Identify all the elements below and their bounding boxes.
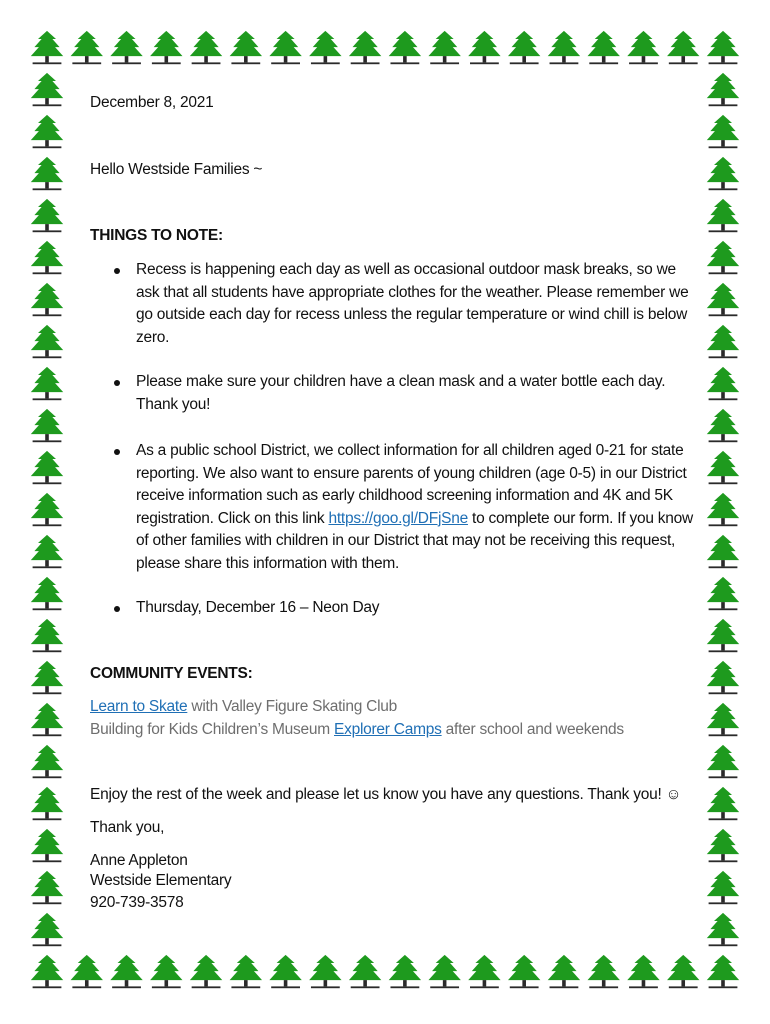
christmas-tree-icon	[468, 31, 500, 64]
christmas-tree-icon	[707, 955, 739, 988]
christmas-tree-icon	[31, 661, 63, 694]
bullet-line: Recess is happening each day as well as occasional outdoor mask breaks, so we	[136, 261, 676, 278]
christmas-tree-icon	[707, 829, 739, 862]
christmas-tree-icon	[707, 913, 739, 946]
christmas-tree-icon	[707, 325, 739, 358]
christmas-tree-icon	[548, 31, 580, 64]
christmas-tree-icon	[548, 955, 580, 988]
christmas-tree-icon	[707, 31, 739, 64]
christmas-tree-icon	[707, 745, 739, 778]
signature-school: Westside Elementary	[90, 872, 232, 889]
christmas-tree-icon	[667, 31, 699, 64]
link-line-before: registration. Click on this link	[136, 509, 329, 527]
christmas-tree-icon	[150, 31, 182, 64]
letter-date: December 8, 2021	[90, 94, 214, 111]
christmas-tree-icon	[31, 73, 63, 106]
christmas-tree-icon	[707, 493, 739, 526]
community-events-heading: COMMUNITY EVENTS:	[90, 665, 253, 682]
christmas-tree-icon	[707, 661, 739, 694]
christmas-tree-icon	[31, 955, 63, 988]
christmas-tree-icon	[150, 955, 182, 988]
bullet-point-icon	[114, 268, 120, 274]
signature-name: Anne Appleton	[90, 852, 188, 869]
christmas-tree-icon	[707, 535, 739, 568]
things-to-note-heading: THINGS TO NOTE:	[90, 227, 223, 244]
bullet-line: reporting. We also want to ensure parents of young children (age 0-5) in our District	[136, 464, 687, 482]
greeting: Hello Westside Families ~	[90, 161, 263, 178]
christmas-tree-icon	[667, 955, 699, 988]
bullet-line: please share this information with them.	[136, 554, 400, 572]
bullet-line: Thank you!	[136, 395, 211, 413]
event-learn-to-skate	[90, 696, 397, 719]
christmas-tree-icon	[309, 955, 341, 988]
bullet-line: Please make sure your children have a clean mask and a water bottle each day.	[136, 373, 666, 390]
christmas-tree-icon	[468, 955, 500, 988]
bullet-line: As a public school District, we collect information for all children aged 0-21 for state	[136, 442, 684, 459]
learn-to-skate-link[interactable]: Learn to Skate	[90, 698, 188, 715]
christmas-tree-icon	[31, 199, 63, 232]
christmas-tree-icon	[31, 115, 63, 148]
bullet-line: zero.	[136, 328, 170, 346]
christmas-tree-icon	[349, 31, 381, 64]
bullet-line: Thursday, December 16 – Neon Day	[136, 599, 380, 616]
christmas-tree-icon	[31, 283, 63, 316]
christmas-tree-icon	[269, 31, 301, 64]
bullet-line-with-link	[136, 508, 696, 531]
christmas-tree-icon	[230, 31, 262, 64]
christmas-tree-icon	[31, 493, 63, 526]
bullet-line: go outside each day for recess unless the regular temperature or wind chill is below	[136, 306, 688, 323]
christmas-tree-icon	[707, 157, 739, 190]
bullet-line: ask that all students have appropriate clothes for the weather. Please remember we	[136, 283, 689, 301]
christmas-tree-icon	[707, 871, 739, 904]
event-explorer-camps	[90, 719, 624, 742]
christmas-tree-icon	[31, 535, 63, 568]
event-description: with Valley Figure Skating Club	[187, 698, 398, 715]
christmas-tree-icon	[707, 619, 739, 652]
bullet-line: of other families with children in our District that may not be receiving this request,	[136, 532, 676, 549]
signature-phone: 920-739-3578	[90, 894, 184, 911]
closing-paragraph: Enjoy the rest of the week and please let us know you have any questions. Thank you! ☺	[90, 786, 682, 803]
christmas-tree-icon	[31, 325, 63, 358]
christmas-tree-icon	[389, 955, 421, 988]
christmas-tree-icon	[707, 199, 739, 232]
bullet-line: receive information such as early childhood screening information and 4K and 5K	[136, 487, 673, 504]
christmas-tree-icon	[110, 31, 142, 64]
christmas-tree-icon	[269, 955, 301, 988]
christmas-tree-icon	[31, 451, 63, 484]
christmas-tree-icon	[707, 367, 739, 400]
christmas-tree-icon	[707, 283, 739, 316]
christmas-tree-icon	[389, 31, 421, 64]
bullet-point-icon	[114, 449, 120, 455]
explorer-camps-link[interactable]: Explorer Camps	[334, 721, 442, 738]
christmas-tree-icon	[707, 115, 739, 148]
christmas-tree-icon	[508, 31, 540, 64]
christmas-tree-icon	[588, 31, 620, 64]
christmas-tree-icon	[588, 955, 620, 988]
christmas-tree-icon	[110, 955, 142, 988]
link-line-after: to complete our form. If you know	[467, 509, 693, 527]
bullet-point-icon	[114, 380, 120, 386]
christmas-tree-icon	[31, 703, 63, 736]
christmas-tree-icon	[71, 31, 103, 64]
christmas-tree-icon	[31, 871, 63, 904]
christmas-tree-icon	[31, 577, 63, 610]
christmas-tree-icon	[707, 73, 739, 106]
bullet-point-icon	[114, 606, 120, 612]
christmas-tree-icon	[309, 31, 341, 64]
christmas-tree-icon	[31, 157, 63, 190]
christmas-tree-icon	[31, 787, 63, 820]
christmas-tree-icon	[31, 829, 63, 862]
christmas-tree-icon	[31, 745, 63, 778]
christmas-tree-icon	[627, 31, 659, 64]
christmas-tree-icon	[349, 955, 381, 988]
christmas-tree-icon	[31, 241, 63, 274]
christmas-tree-icon	[707, 577, 739, 610]
christmas-tree-icon	[428, 955, 460, 988]
christmas-tree-icon	[31, 409, 63, 442]
christmas-tree-icon	[707, 409, 739, 442]
christmas-tree-icon	[31, 31, 63, 64]
christmas-tree-icon	[230, 955, 262, 988]
christmas-tree-icon	[71, 955, 103, 988]
survey-form-link[interactable]: https://goo.gl/DFjSne	[328, 509, 468, 527]
christmas-tree-icon	[707, 787, 739, 820]
christmas-tree-icon	[31, 367, 63, 400]
christmas-tree-icon	[31, 913, 63, 946]
christmas-tree-icon	[31, 619, 63, 652]
event-description: after school and weekends	[441, 721, 624, 738]
christmas-tree-icon	[428, 31, 460, 64]
christmas-tree-icon	[707, 241, 739, 274]
event-description: Building for Kids Children’s Museum	[90, 721, 334, 738]
christmas-tree-icon	[707, 451, 739, 484]
christmas-tree-icon	[190, 31, 222, 64]
christmas-tree-icon	[508, 955, 540, 988]
sign-off: Thank you,	[90, 819, 165, 836]
christmas-tree-icon	[190, 955, 222, 988]
christmas-tree-icon	[627, 955, 659, 988]
christmas-tree-icon	[707, 703, 739, 736]
